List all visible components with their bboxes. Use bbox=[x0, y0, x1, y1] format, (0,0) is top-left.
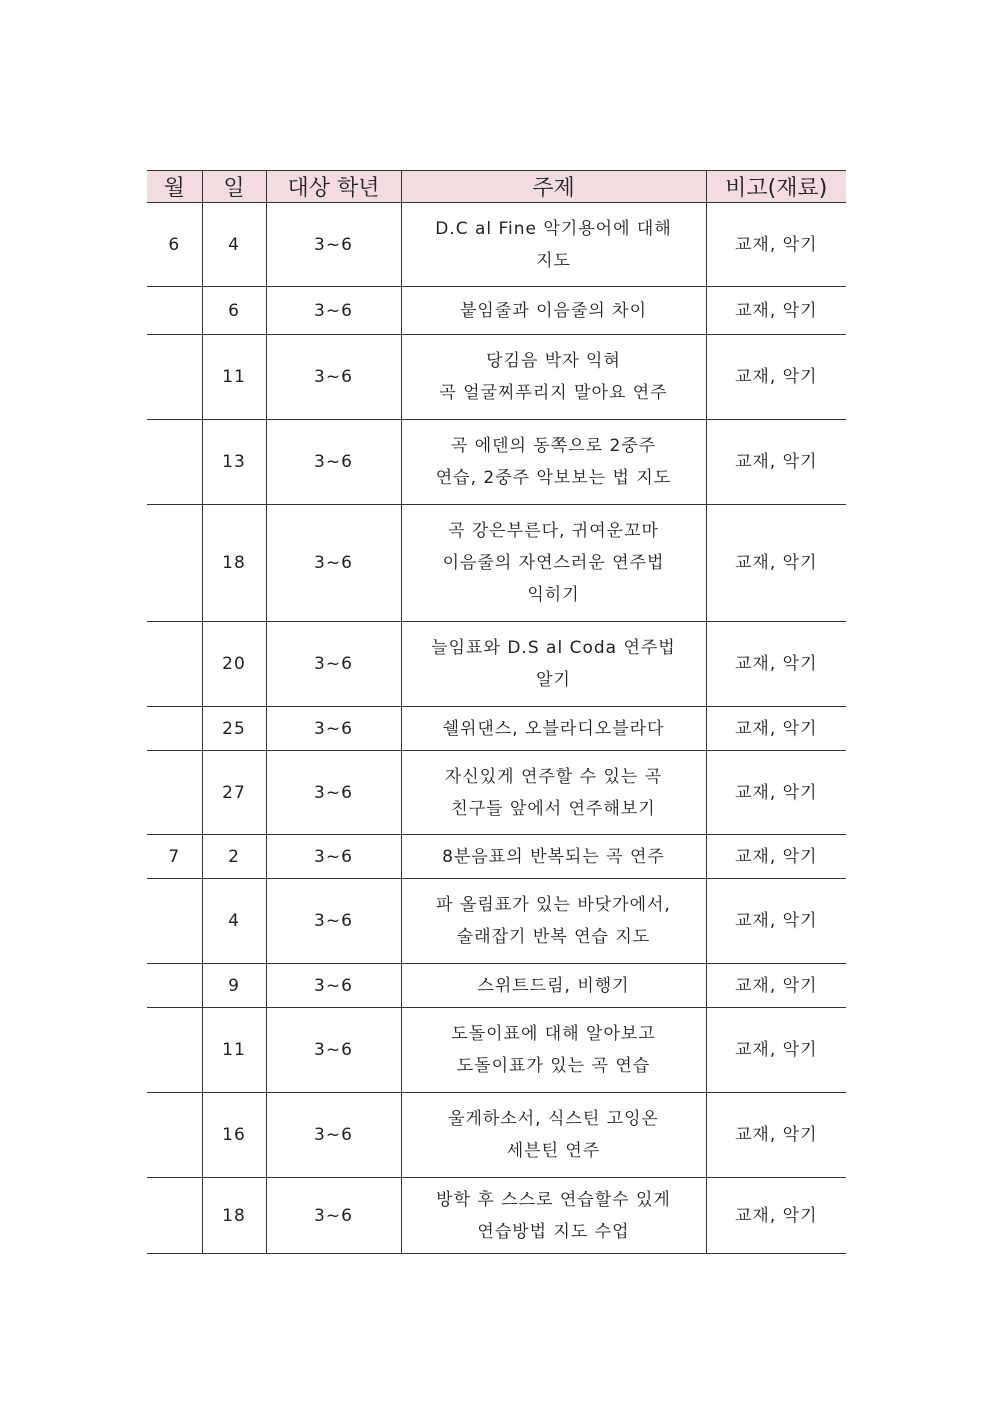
month-cell bbox=[147, 964, 202, 1008]
table-row bbox=[147, 1178, 846, 1254]
grade-cell: 3~6 bbox=[266, 879, 401, 964]
header-row bbox=[147, 171, 846, 203]
note-cell: 교재, 악기 bbox=[706, 1008, 846, 1093]
topic-cell bbox=[401, 964, 706, 1008]
table-row bbox=[147, 707, 846, 751]
grade-cell: 3~6 bbox=[266, 1008, 401, 1093]
grade-cell: 3~6 bbox=[266, 335, 401, 420]
topic-line: 곡 얼굴찌푸리지 말아요 연주 bbox=[439, 383, 668, 403]
schedule-table bbox=[147, 170, 846, 1254]
table-row bbox=[147, 879, 846, 964]
day-cell: 9 bbox=[202, 964, 266, 1008]
header-grade: 대상 학년 bbox=[266, 171, 401, 203]
table-row bbox=[147, 420, 846, 505]
note-cell: 교재, 악기 bbox=[706, 707, 846, 751]
month-cell bbox=[147, 505, 202, 622]
note-cell: 교재, 악기 bbox=[706, 335, 846, 420]
note-cell: 교재, 악기 bbox=[706, 964, 846, 1008]
topic-line: 알기 bbox=[536, 670, 571, 690]
note-cell: 교재, 악기 bbox=[706, 420, 846, 505]
topic-line: 도돌이표가 있는 곡 연습 bbox=[456, 1056, 651, 1076]
grade-cell: 3~6 bbox=[266, 1178, 401, 1254]
day-cell: 2 bbox=[202, 835, 266, 879]
table-row bbox=[147, 203, 846, 287]
day-cell: 20 bbox=[202, 622, 266, 707]
header-day: 일 bbox=[202, 171, 266, 203]
day-cell: 16 bbox=[202, 1093, 266, 1178]
grade-cell: 3~6 bbox=[266, 751, 401, 835]
day-cell: 18 bbox=[202, 505, 266, 622]
topic-line: 파 올림표가 있는 바닷가에서, bbox=[436, 895, 671, 915]
day-cell: 25 bbox=[202, 707, 266, 751]
topic-cell bbox=[401, 751, 706, 835]
grade-cell: 3~6 bbox=[266, 707, 401, 751]
topic-line: D.C al Fine 악기용어에 대해 bbox=[435, 218, 672, 239]
grade-cell: 3~6 bbox=[266, 287, 401, 335]
table-row bbox=[147, 751, 846, 835]
day-cell: 4 bbox=[202, 879, 266, 964]
day-cell: 18 bbox=[202, 1178, 266, 1254]
topic-line: 자신있게 연주할 수 있는 곡 bbox=[444, 766, 663, 787]
topic-line: 붙임줄과 이음줄의 차이 bbox=[459, 300, 648, 321]
table-row bbox=[147, 335, 846, 420]
topic-line: 곡 에덴의 동쪽으로 2중주 bbox=[450, 436, 657, 456]
note-cell: 교재, 악기 bbox=[706, 835, 846, 879]
month-cell bbox=[147, 420, 202, 505]
table-row bbox=[147, 1093, 846, 1178]
table-row bbox=[147, 622, 846, 707]
topic-line: 지도 bbox=[536, 250, 571, 271]
day-cell: 13 bbox=[202, 420, 266, 505]
topic-cell bbox=[401, 335, 706, 420]
note-cell: 교재, 악기 bbox=[706, 1178, 846, 1254]
month-cell bbox=[147, 287, 202, 335]
note-cell: 교재, 악기 bbox=[706, 287, 846, 335]
header-month: 월 bbox=[147, 171, 202, 203]
grade-cell: 3~6 bbox=[266, 835, 401, 879]
grade-cell: 3~6 bbox=[266, 1093, 401, 1178]
table-row bbox=[147, 287, 846, 335]
grade-cell: 3~6 bbox=[266, 420, 401, 505]
topic-line: 연습방법 지도 수업 bbox=[477, 1221, 630, 1242]
month-cell bbox=[147, 1093, 202, 1178]
topic-cell bbox=[401, 879, 706, 964]
note-cell: 교재, 악기 bbox=[706, 879, 846, 964]
topic-cell bbox=[401, 287, 706, 335]
month-cell bbox=[147, 1008, 202, 1093]
note-cell: 교재, 악기 bbox=[706, 622, 846, 707]
month-cell bbox=[147, 751, 202, 835]
note-cell: 교재, 악기 bbox=[706, 505, 846, 622]
topic-line: 8분음표의 반복되는 곡 연주 bbox=[442, 846, 665, 867]
topic-line: 쉘위댄스, 오블라디오블라다 bbox=[442, 718, 665, 739]
topic-line: 도돌이표에 대해 알아보고 bbox=[451, 1024, 656, 1044]
topic-line: 익히기 bbox=[527, 585, 580, 605]
topic-cell bbox=[401, 420, 706, 505]
grade-cell: 3~6 bbox=[266, 505, 401, 622]
topic-line: 세븐틴 연주 bbox=[506, 1141, 601, 1161]
month-cell bbox=[147, 335, 202, 420]
month-cell bbox=[147, 1178, 202, 1254]
table-row bbox=[147, 1008, 846, 1093]
day-cell: 6 bbox=[202, 287, 266, 335]
month-cell bbox=[147, 707, 202, 751]
topic-line: 울게하소서, 식스틴 고잉온 bbox=[448, 1109, 659, 1129]
topic-line: 술래잡기 반복 연습 지도 bbox=[456, 927, 651, 947]
topic-line: 늘임표와 D.S al Coda 연주법 bbox=[431, 638, 676, 658]
day-cell: 4 bbox=[202, 203, 266, 287]
grade-cell: 3~6 bbox=[266, 964, 401, 1008]
topic-cell bbox=[401, 1093, 706, 1178]
day-cell: 27 bbox=[202, 751, 266, 835]
note-cell: 교재, 악기 bbox=[706, 1093, 846, 1178]
month-cell: 6 bbox=[147, 203, 202, 287]
topic-line: 스위트드림, 비행기 bbox=[477, 975, 630, 996]
table-row bbox=[147, 835, 846, 879]
topic-cell bbox=[401, 505, 706, 622]
table-row bbox=[147, 964, 846, 1008]
month-cell bbox=[147, 879, 202, 964]
note-cell: 교재, 악기 bbox=[706, 203, 846, 287]
day-cell: 11 bbox=[202, 335, 266, 420]
topic-cell bbox=[401, 622, 706, 707]
note-cell: 교재, 악기 bbox=[706, 751, 846, 835]
topic-cell bbox=[401, 707, 706, 751]
month-cell bbox=[147, 622, 202, 707]
topic-cell bbox=[401, 1008, 706, 1093]
topic-line: 방학 후 스스로 연습할수 있게 bbox=[436, 1189, 671, 1210]
grade-cell: 3~6 bbox=[266, 622, 401, 707]
day-cell: 11 bbox=[202, 1008, 266, 1093]
grade-cell: 3~6 bbox=[266, 203, 401, 287]
topic-line: 이음줄의 자연스러운 연주법 bbox=[442, 553, 665, 573]
month-cell: 7 bbox=[147, 835, 202, 879]
topic-line: 연습, 2중주 악보보는 법 지도 bbox=[435, 468, 672, 488]
topic-cell bbox=[401, 835, 706, 879]
topic-cell bbox=[401, 1178, 706, 1254]
table-row bbox=[147, 505, 846, 622]
topic-line: 친구들 앞에서 연주해보기 bbox=[451, 798, 656, 819]
header-topic: 주제 bbox=[401, 171, 706, 203]
topic-cell bbox=[401, 203, 706, 287]
header-note: 비고(재료) bbox=[706, 171, 846, 203]
topic-line: 곡 강은부른다, 귀여운꼬마 bbox=[448, 521, 659, 541]
topic-line: 당김음 박자 익혀 bbox=[486, 351, 621, 371]
